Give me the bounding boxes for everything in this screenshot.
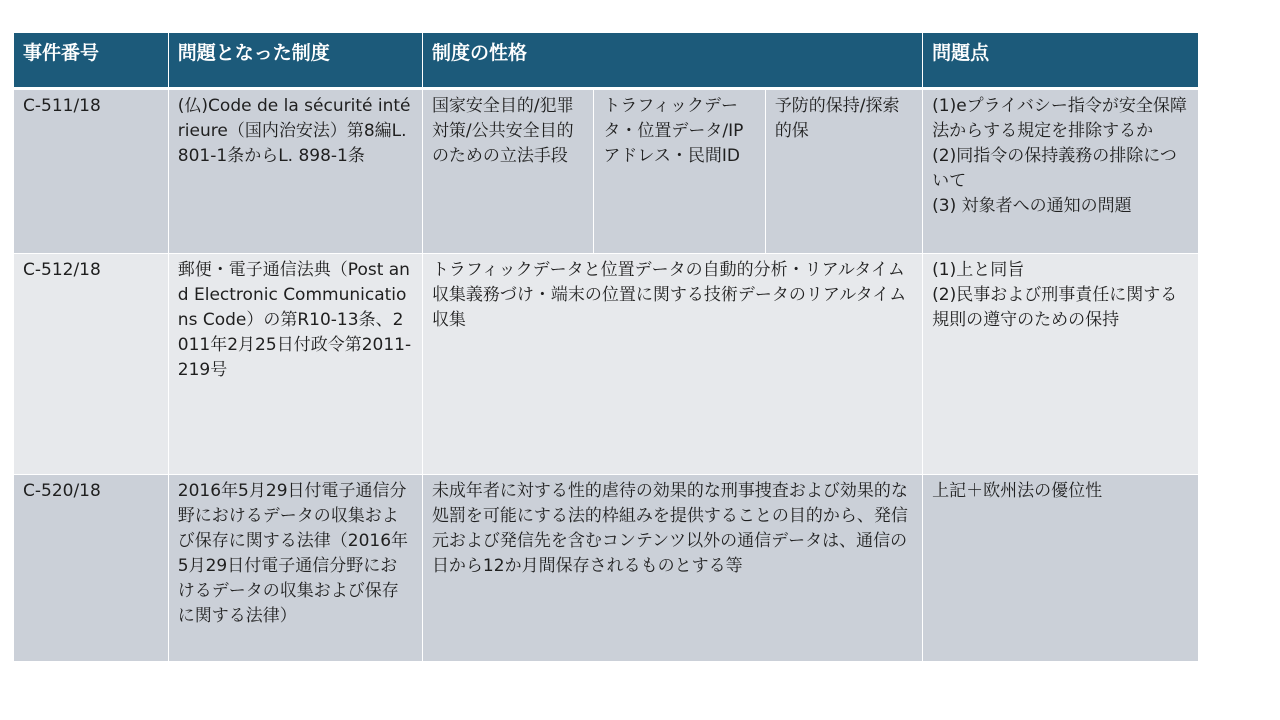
cell-regime: 郵便・電子通信法典（Post and Electronic Communications Code）の第R10-13条、2011年2月25日付政令第2011-219号 bbox=[168, 253, 422, 474]
cell-regime: 2016年5月29日付電子通信分野におけるデータの収集および保存に関する法律（2016年5月29日付電子通信分野におけるデータの収集および保存に関する法律） bbox=[168, 474, 422, 661]
cell-nature: トラフィックデータと位置データの自動的分析・リアルタイム収集義務づけ・端末の位置に関する技術データのリアルタイム収集 bbox=[422, 253, 922, 474]
table-row bbox=[14, 253, 1198, 474]
table-row bbox=[14, 88, 1198, 253]
cell-issues: (1)上と同旨 (2)民事および刑事責任に関する規則の遵守のための保持 bbox=[923, 253, 1198, 474]
cell-nature-purpose: 国家安全目的/犯罪対策/公共安全目的のための立法手段 bbox=[422, 88, 593, 253]
header-case-number: 事件番号 bbox=[14, 33, 168, 88]
cell-issues: 上記＋欧州法の優位性 bbox=[923, 474, 1198, 661]
cell-case-number: C-511/18 bbox=[14, 88, 168, 253]
cell-issues: (1)eプライバシー指令が安全保障法からする規定を排除するか (2)同指令の保持義務の排除について (3) 対象者への通知の問題 bbox=[923, 88, 1198, 253]
table-row bbox=[14, 474, 1198, 661]
cell-regime: (仏)Code de la sécurité intérieure（国内治安法）第8編L. 801-1条からL. 898-1条 bbox=[168, 88, 422, 253]
header-nature: 制度の性格 bbox=[422, 33, 922, 88]
header-regime: 問題となった制度 bbox=[168, 33, 422, 88]
case-table bbox=[14, 33, 1198, 661]
cell-case-number: C-512/18 bbox=[14, 253, 168, 474]
cell-nature-data: トラフィックデータ・位置データ/IPアドレス・民間ID bbox=[594, 88, 765, 253]
header-issues: 問題点 bbox=[923, 33, 1198, 88]
cell-case-number: C-520/18 bbox=[14, 474, 168, 661]
cell-nature-retention: 予防的保持/探索的保 bbox=[765, 88, 922, 253]
table-header-row bbox=[14, 33, 1198, 88]
cell-nature: 未成年者に対する性的虐待の効果的な刑事捜査および効果的な処罰を可能にする法的枠組みを提供することの目的から、発信元および発信先を含むコンテンツ以外の通信データは、通信の日から12か月間保存されるものとする等 bbox=[422, 474, 922, 661]
